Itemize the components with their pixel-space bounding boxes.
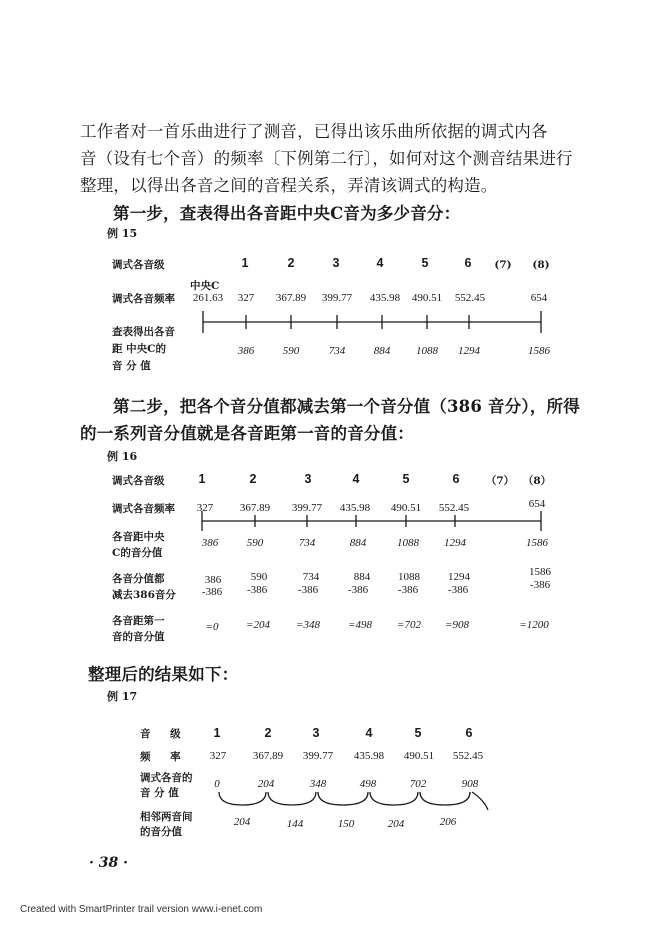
- ex15-cents: 1088: [416, 345, 438, 357]
- ex15-degree: 1: [241, 256, 249, 270]
- ex15-cents-label-1: 查表得出各音: [112, 326, 175, 338]
- example-17-title: 例 17: [107, 690, 138, 703]
- ex15-degree: 4: [376, 256, 384, 270]
- ex16-degree: 6: [452, 472, 460, 486]
- ex17-cents: 498: [359, 778, 377, 790]
- ex17-interval: 204: [233, 816, 251, 828]
- ex16-freq: 399.77: [291, 502, 323, 514]
- ex17-interval: 144: [286, 818, 304, 830]
- paragraph-line-1: 工作者对一首乐曲进行了测音，已得出该乐曲所依据的调式内各: [80, 122, 548, 141]
- ex17-freq: 399.77: [302, 750, 334, 762]
- ex15-degree: 6: [464, 256, 472, 270]
- ex15-degree-label: 调式各音级: [112, 259, 165, 271]
- ex16-result: =0: [205, 621, 219, 633]
- ex16-sub-top: 1294: [448, 571, 470, 583]
- ex16-sub-label-1: 各音分值都: [112, 573, 165, 585]
- ex16-cents: 1088: [397, 537, 419, 549]
- ex16-cents: 884: [349, 537, 367, 549]
- ex16-sub-bottom: -386: [397, 584, 419, 596]
- ex17-brace: [420, 792, 470, 805]
- ex17-freq: 327: [209, 750, 227, 762]
- ex15-freq: 327: [237, 292, 255, 304]
- ex17-brace: [370, 792, 418, 805]
- ex17-degree: 6: [465, 726, 473, 740]
- ex15-degree: 3: [332, 256, 340, 270]
- ex16-freq: 327: [196, 502, 214, 514]
- ex15-cents: 734: [328, 345, 346, 357]
- ex16-cents-label-1: 各音距中央: [112, 531, 165, 543]
- example-16-title: 例 16: [107, 450, 138, 463]
- ex15-cents: 590: [282, 345, 300, 357]
- page-number: · 38 ·: [89, 855, 128, 871]
- ex17-freq: 490.51: [403, 750, 435, 762]
- step3-heading: 整理后的结果如下：: [88, 665, 239, 684]
- ex17-brace: [219, 792, 266, 805]
- ex15-freq: 490.51: [411, 292, 443, 304]
- ex16-result: =204: [246, 619, 270, 631]
- ex17-degree: 2: [264, 726, 272, 740]
- ex16-sub-top: 734: [302, 571, 320, 583]
- ex17-degree: 5: [414, 726, 422, 740]
- ex16-degree: （8）: [522, 475, 552, 487]
- ex16-sub-bottom: -386: [201, 586, 223, 598]
- ex17-interval-label-2: 的音分值: [140, 826, 182, 838]
- ex16-cents: 590: [246, 537, 264, 549]
- ex15-freq: 261.63: [192, 292, 224, 304]
- ex16-cents: 734: [298, 537, 316, 549]
- ex17-interval: 150: [337, 818, 355, 830]
- ex17-freq: 367.89: [252, 750, 284, 762]
- ex16-degree: （7）: [485, 475, 515, 487]
- paragraph-line-3: 整理，以得出各音之间的音程关系，弄清该调式的构造。: [80, 176, 498, 195]
- ex17-degree: 4: [365, 726, 373, 740]
- ex15-cents-label-2: 距 中央C的: [112, 343, 167, 355]
- ex16-result: =498: [348, 619, 372, 631]
- ex17-cents: 204: [257, 778, 275, 790]
- step2-line-2: 的一系列音分值就是各音距第一音的音分值：: [80, 424, 414, 443]
- ex15-middle-c-label: 中央C: [190, 280, 220, 292]
- ex15-freq: 552.45: [454, 292, 486, 304]
- step1-heading: 第一步，查表得出各音距中央C音为多少音分：: [113, 204, 461, 223]
- ex15-cents: 1586: [528, 345, 550, 357]
- ex15-freq: 399.77: [321, 292, 353, 304]
- ex17-degree: 1: [213, 726, 221, 740]
- ex17-brace-tail: [472, 792, 488, 810]
- ex17-freq-label: 频 率: [140, 751, 181, 763]
- ex16-degree-label: 调式各音级: [112, 475, 165, 487]
- ex17-brace: [318, 792, 368, 805]
- ex15-cents: 1294: [458, 345, 480, 357]
- ex16-sub-top: 590: [250, 571, 268, 583]
- ex15-freq: 654: [530, 292, 548, 304]
- ex17-cents-label-2: 音 分 值: [140, 787, 179, 799]
- ex17-cents: 908: [461, 778, 479, 790]
- ex16-cents: 386: [201, 537, 219, 549]
- ex17-degree-label: 音 级: [140, 728, 181, 740]
- ex15-cents-label-3: 音 分 值: [112, 360, 151, 372]
- ex16-freq: 435.98: [339, 502, 371, 514]
- watermark-footer: Created with SmartPrinter trail version www.i-enet.com: [20, 904, 263, 915]
- ex16-degree: 2: [249, 472, 257, 486]
- ex17-cents: 0: [214, 778, 220, 790]
- ex16-degree: 1: [198, 472, 206, 486]
- ex17-freq: 552.45: [452, 750, 484, 762]
- ex16-sub-top: 1586: [529, 566, 551, 578]
- ex15-freq: 367.89: [275, 292, 307, 304]
- example-15-title: 例 15: [107, 227, 138, 240]
- ex15-degree: 5: [421, 256, 429, 270]
- ex17-cents-label-1: 调式各音的: [140, 772, 193, 784]
- ex16-sub-bottom: -386: [297, 584, 319, 596]
- ex16-result: =908: [445, 619, 469, 631]
- ex16-sub-label-2: 减去386音分: [112, 589, 176, 601]
- ex16-sub-bottom: -386: [529, 579, 551, 591]
- ex17-degree: 3: [312, 726, 320, 740]
- paragraph-line-2: 音（设有七个音）的频率〔下例第二行〕，如何对这个测音结果进行: [80, 149, 573, 168]
- ex16-result: =348: [296, 619, 320, 631]
- ex16-result: =702: [397, 619, 421, 631]
- ex16-sub-bottom: -386: [347, 584, 369, 596]
- ex17-brace: [268, 792, 316, 805]
- step2-line-1: 第二步，把各个音分值都减去第一个音分值（386 音分），所得: [113, 397, 580, 416]
- ex16-freq: 552.45: [438, 502, 470, 514]
- ex16-freq: 367.89: [239, 502, 271, 514]
- ex16-sub-bottom: -386: [246, 584, 268, 596]
- ex17-freq: 435.98: [353, 750, 385, 762]
- ex16-freq: 654: [528, 498, 546, 510]
- ex17-cents: 702: [409, 778, 427, 790]
- ex16-degree: 5: [402, 472, 410, 486]
- ex16-cents-label-2: C的音分值: [112, 547, 163, 559]
- ex15-degree: (8): [532, 259, 550, 271]
- ex16-sub-top: 884: [353, 571, 371, 583]
- ex15-cents: 386: [237, 345, 255, 357]
- ex15-degree: (7): [494, 259, 512, 271]
- ex16-degree: 3: [304, 472, 312, 486]
- ex15-freq: 435.98: [369, 292, 401, 304]
- ex15-freq-label: 调式各音频率: [112, 293, 175, 305]
- ex17-interval: 204: [387, 818, 405, 830]
- ex17-interval-label-1: 相邻两音间: [140, 811, 193, 823]
- ex16-cents: 1586: [526, 537, 548, 549]
- ex15-degree: 2: [287, 256, 295, 270]
- ex16-freq-label: 调式各音频率: [112, 503, 175, 515]
- ex16-result: =1200: [519, 619, 549, 631]
- ex16-freq: 490.51: [390, 502, 422, 514]
- ex16-result-label-1: 各音距第一: [112, 615, 165, 627]
- ex17-cents: 348: [309, 778, 327, 790]
- ex16-cents: 1294: [444, 537, 466, 549]
- ex16-sub-top: 1088: [398, 571, 420, 583]
- ex16-degree: 4: [352, 472, 360, 486]
- ex16-sub-top: 386: [204, 574, 222, 586]
- ex17-interval: 206: [439, 816, 457, 828]
- ex16-sub-bottom: -386: [447, 584, 469, 596]
- ex15-cents: 884: [373, 345, 391, 357]
- ex16-result-label-2: 音的音分值: [112, 631, 165, 643]
